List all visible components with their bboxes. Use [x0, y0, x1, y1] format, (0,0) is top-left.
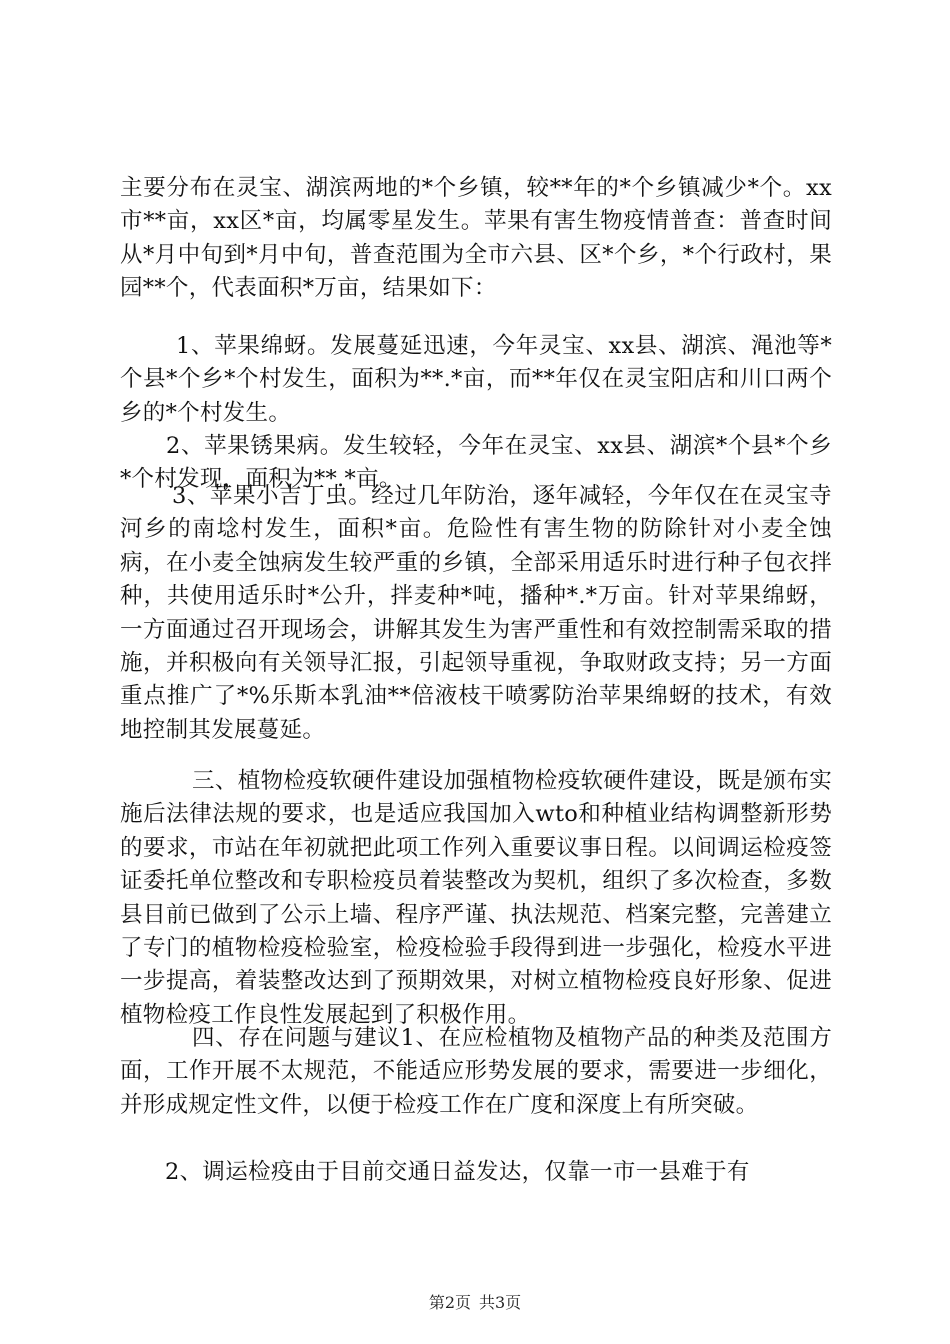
page-number: 第2页: [428, 1293, 471, 1312]
paragraph-quarantine-construction: 三、植物检疫软硬件建设加强植物检疫软硬件建设，既是颁布实施后法律法规的要求，也是适应我国加入wto和种植业结构调整新形势的要求，市站在年初就把此项工作列入重要议事日程。以间调运检疫签证委托单位整改和专职检疫员着装整改为契机，组织了多次检查，多数县目前已做到了公示上墙、程序严谨、执法规范、档案完整，完善建立了专门的植物检疫检验室，检疫检验手段得到进一步强化，检疫水平进一步提高，着装整改达到了预期效果，对树立植物检疫良好形象、促进植物检疫工作良性发展起到了积极作用。: [120, 768, 832, 1028]
paragraph-apple-borer: 3、苹果小吉丁虫。经过几年防治，逐年减轻，今年仅在在灵宝寺河乡的南埝村发生，面积*亩。危险性有害生物的防除针对小麦全蚀病，在小麦全蚀病发生较严重的乡镇，全部采用适乐时进行种子包衣拌种，共使用适乐时*公升，拌麦种*吨，播种*.*万亩。针对苹果绵蚜，一方面通过召开现场会，讲解其发生为害严重性和有效控制需采取的措施，并积极向有关领导汇报，引起领导重视，争取财政支持；另一方面重点推广了*%乐斯本乳油**倍液枝干喷雾防治苹果绵蚜的技术，有效地控制其发展蔓延。: [120, 483, 832, 743]
paragraph-intro: 主要分布在灵宝、湖滨两地的*个乡镇，较**年的*个乡镇减少*个。xx市**亩，xx区*亩，均属零星发生。苹果有害生物疫情普查：普查时间从*月中旬到*月中旬，普查范围为全市六县、区*个乡，*个行政村，果园**个，代表面积*万亩，结果如下：: [120, 175, 832, 302]
paragraph-problems-suggestions: 四、存在问题与建议1、在应检植物及植物产品的种类及范围方面，工作开展不太规范，不能适应形势发展的要求，需要进一步细化，并形成规定性文件，以便于检疫工作在广度和深度上有所突破。: [120, 1025, 832, 1118]
page-footer: [0, 1293, 950, 1313]
page-total: 共3页: [479, 1293, 522, 1312]
paragraph-apple-rust: 2、苹果锈果病。发生较轻，今年在灵宝、xx县、湖滨*个县*个乡*个村发现，面积为**.*亩。: [120, 433, 832, 493]
paragraph-apple-aphid: 1、苹果绵蚜。发展蔓延迅速，今年灵宝、xx县、湖滨、渑池等*个县*个乡*个村发生，面积为**.*亩，而**年仅在灵宝阳店和川口两个乡的*个村发生。: [120, 333, 832, 426]
paragraph-transport-quarantine: 2、调运检疫由于目前交通日益发达，仅靠一市一县难于有: [165, 1159, 750, 1185]
